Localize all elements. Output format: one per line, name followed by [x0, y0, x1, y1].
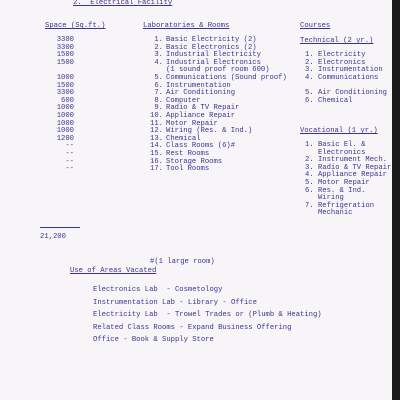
section-heading: 2. Electrical Facility [73, 0, 173, 7]
lab-number: 16. [150, 157, 163, 166]
lab-number: 14. [150, 142, 163, 151]
vocational-item: Electronics [305, 148, 366, 157]
lab-number: 11. [150, 119, 163, 128]
lab-label: Instrumentation [166, 81, 231, 90]
lab-item [143, 90, 287, 98]
space-total: 21,200 [40, 233, 66, 241]
vocational-item: 1. Basic El. & [305, 141, 366, 149]
technical-item: 3. Instrumentation [305, 66, 383, 75]
vocational-item: Wiring [305, 194, 344, 203]
vacated-list [93, 287, 322, 345]
lab-label: Communications (Sound proof) [166, 73, 287, 82]
vacated-row: Related Class Rooms - Expand Business Offering [93, 323, 292, 332]
vocational-item: 3. Radio & TV Repair [305, 163, 392, 172]
space-value: -- [65, 157, 74, 166]
lab-item [143, 128, 287, 136]
space-value: 1000 [56, 119, 74, 128]
space-column [44, 37, 74, 174]
technical-item: 1. Electricity [305, 51, 366, 59]
footnote: #(1 large room) [150, 258, 215, 266]
lab-number: 12. [150, 127, 163, 136]
space-header: Space (Sq.ft.) [45, 22, 106, 30]
labs-list [143, 37, 287, 174]
technical-list [305, 52, 387, 105]
space-value: 1000 [56, 104, 74, 113]
vocational-item: Mechanic [305, 209, 353, 218]
vocational-item: 7. Refrigeration [305, 201, 375, 210]
lab-label: Wiring (Res. & Ind.) [166, 127, 253, 136]
technical-item: 4. Communications [305, 73, 379, 82]
lab-label: Storage Rooms [166, 157, 223, 166]
technical-item: 5. Air Conditioning [305, 88, 387, 97]
lab-number: 1. [154, 36, 163, 44]
lab-number: 4. [154, 58, 163, 67]
lab-label: Rest Rooms [166, 149, 210, 158]
technical-item: 2. Electronics [305, 58, 366, 67]
lab-number: 3. [154, 51, 163, 60]
lab-label: Class Rooms (6)# [166, 142, 236, 151]
technical-header: Technical (2 yr.) [300, 37, 374, 45]
lab-label: Industrial Electronics [166, 58, 261, 67]
vocational-list [305, 142, 391, 218]
lab-number: 7. [154, 89, 163, 98]
vocational-item: 6. Res. & Ind. [305, 186, 366, 195]
vocational-item: 2. Instrument Mech. [305, 156, 387, 165]
lab-label: Computer [166, 96, 201, 105]
space-value: 3300 [56, 89, 74, 98]
vacated-row: Office - Book & Supply Store [93, 336, 214, 345]
vocational-item: 4. Appliance Repair [305, 171, 387, 180]
lab-label: Motor Repair [166, 119, 218, 128]
lab-number: 15. [150, 149, 163, 158]
total-rule [40, 227, 80, 228]
lab-number: 6. [154, 81, 163, 90]
courses-header: Courses [300, 22, 331, 30]
vacated-row: Instrumentation Lab - Library - Office [93, 298, 257, 307]
space-value: 3300 [56, 43, 74, 52]
space-value: 1500 [56, 51, 74, 60]
lab-number: 10. [150, 111, 163, 120]
lab-label: (1 sound proof room 600) [166, 66, 270, 75]
lab-item [143, 159, 287, 167]
space-value: 1200 [56, 134, 74, 143]
vacated-row: Electricity Lab - Trowel Trades or (Plumb & Heating) [93, 311, 322, 320]
lab-item [143, 143, 287, 151]
space-value: 1500 [56, 58, 74, 67]
lab-number: 8. [154, 96, 163, 105]
space-value: 3300 [56, 36, 74, 44]
space-value: 1000 [56, 111, 74, 120]
lab-label: Chemical [166, 134, 201, 143]
lab-item [143, 166, 287, 174]
vacated-header: Use of Areas Vacated [70, 267, 157, 275]
lab-number: 5. [154, 73, 163, 82]
vocational-header: Vocational (1 yr.) [300, 127, 378, 135]
space-value: -- [65, 149, 74, 158]
labs-header: Laboratories & Rooms [143, 22, 230, 30]
space-value: -- [65, 165, 74, 174]
vacated-row: Electronics Lab - Cosmetology [93, 286, 223, 294]
lab-label: Air Conditioning [166, 89, 236, 98]
space-value: 1000 [56, 127, 74, 136]
lab-label: Industrial Electricity [166, 51, 261, 60]
lab-label: Appliance Repair [166, 111, 236, 120]
lab-label: Radio & TV Repair [166, 104, 240, 113]
space-value: 1000 [56, 73, 74, 82]
lab-label: Basic Electronics (2) [166, 43, 257, 52]
lab-number: 13. [150, 134, 163, 143]
lab-number: 9. [154, 104, 163, 113]
space-value: 1500 [56, 81, 74, 90]
lab-number: 2. [154, 43, 163, 52]
lab-number: 17. [150, 165, 163, 174]
vocational-item: 5. Motor Repair [305, 178, 370, 187]
space-value: -- [65, 142, 74, 151]
space-value: 600 [61, 96, 74, 105]
lab-label: Basic Electricity (2) [166, 36, 257, 44]
technical-item: 6. Chemical [305, 96, 353, 105]
lab-label: Tool Rooms [166, 165, 210, 174]
